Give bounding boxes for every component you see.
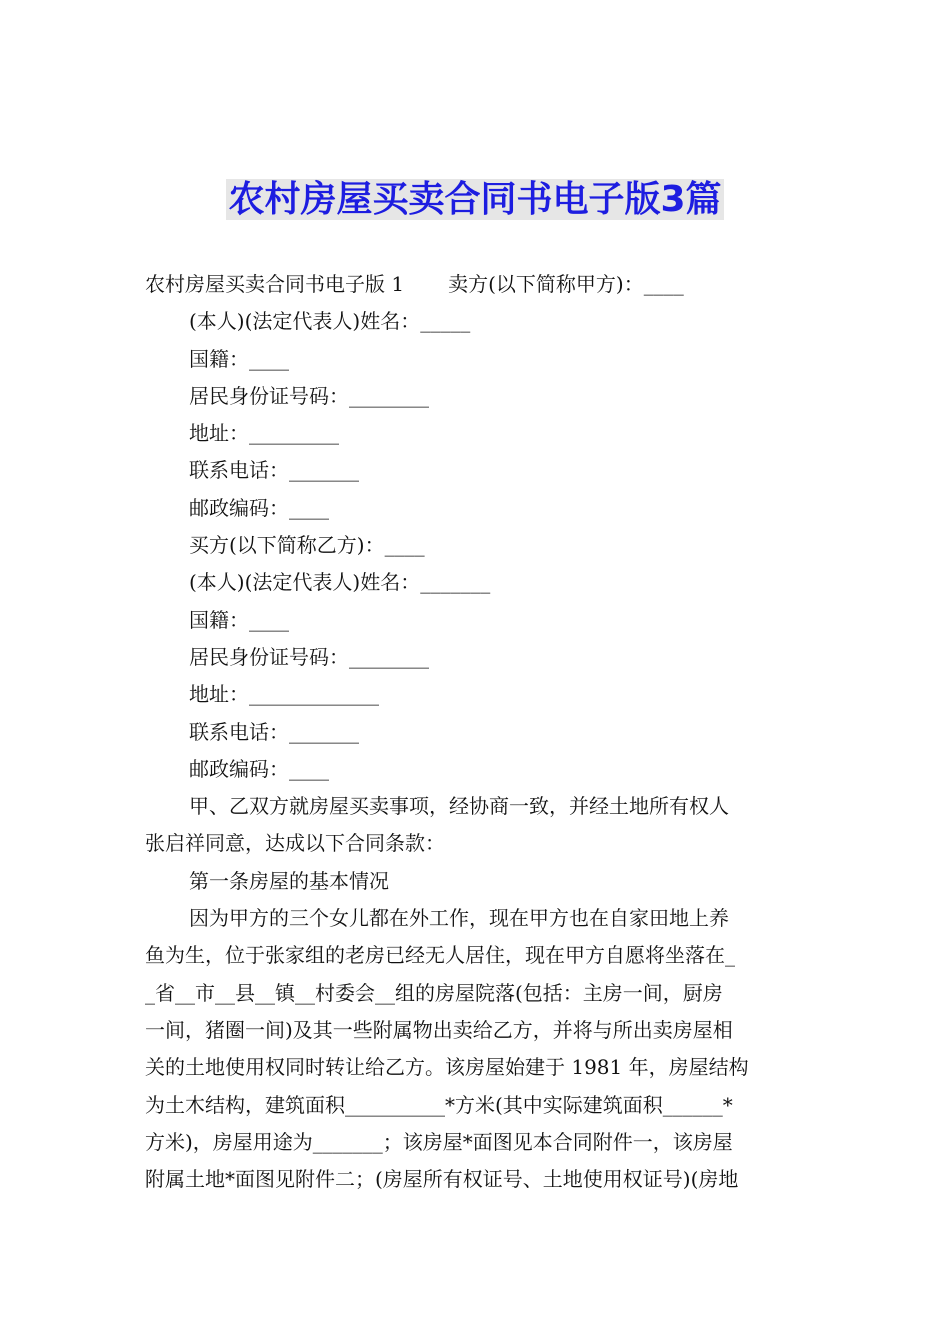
article-1-title: 第一条房屋的基本情况 [189, 868, 389, 893]
house-paragraph-line-6: 为土木结构，建筑面积__________*方米(其中实际建筑面积______* [145, 1092, 733, 1117]
house-paragraph-line-4: 一间，猪圈一间)及其一些附属物出卖给乙方，并将与所出卖房屋相 [145, 1017, 733, 1042]
document-body [145, 266, 810, 1198]
buyer-phone-field: 联系电话：_______ [189, 719, 359, 744]
agreement-paragraph-line-2: 张启祥同意，达成以下合同条款： [145, 831, 445, 856]
seller-address-field: 地址：_________ [189, 421, 339, 446]
agreement-paragraph-line-1: 甲、乙双方就房屋买卖事项，经协商一致，并经土地所有权人 [189, 794, 729, 819]
buyer-nationality-field: 国籍：____ [189, 607, 289, 632]
house-paragraph-line-1: 因为甲方的三个女儿都在外工作，现在甲方也在自家田地上养 [189, 906, 729, 931]
seller-label: 卖方(以下简称甲方)：____ [448, 272, 684, 296]
house-paragraph-line-3: _省__市__县__镇__村委会__组的房屋院落(包括：主房一间，厨房 [145, 980, 723, 1005]
buyer-id-field: 居民身份证号码：________ [189, 644, 429, 669]
house-paragraph-line-7: 方米)，房屋用途为_______；该房屋*面图见本合同附件一，该房屋 [145, 1129, 733, 1154]
buyer-label: 买方(以下简称乙方)：____ [189, 533, 425, 558]
seller-postcode-field: 邮政编码：____ [189, 495, 329, 520]
house-paragraph-line-5: 关的土地使用权同时转让给乙方。该房屋始建于 1981 年，房屋结构 [145, 1055, 749, 1080]
buyer-address-field: 地址：_____________ [189, 682, 379, 707]
document-title [0, 176, 950, 224]
seller-id-field: 居民身份证号码：________ [189, 383, 429, 408]
buyer-name-field: (本人)(法定代表人)姓名：_______ [189, 570, 491, 595]
seller-nationality-field: 国籍：____ [189, 346, 289, 371]
buyer-postcode-field: 邮政编码：____ [189, 756, 329, 781]
house-paragraph-line-2: 鱼为生，位于张家组的老房已经无人居住，现在甲方自愿将坐落在_ [145, 943, 735, 968]
seller-phone-field: 联系电话：_______ [189, 458, 359, 483]
intro-line [145, 266, 810, 303]
document-title-text: 农村房屋买卖合同书电子版3篇 [228, 179, 722, 220]
house-paragraph-line-8: 附属土地*面图见附件二；(房屋所有权证号、土地使用权证号)(房地 [145, 1167, 739, 1192]
contract-heading: 农村房屋买卖合同书电子版 1 [145, 272, 405, 296]
seller-name-field: (本人)(法定代表人)姓名：_____ [189, 309, 471, 334]
